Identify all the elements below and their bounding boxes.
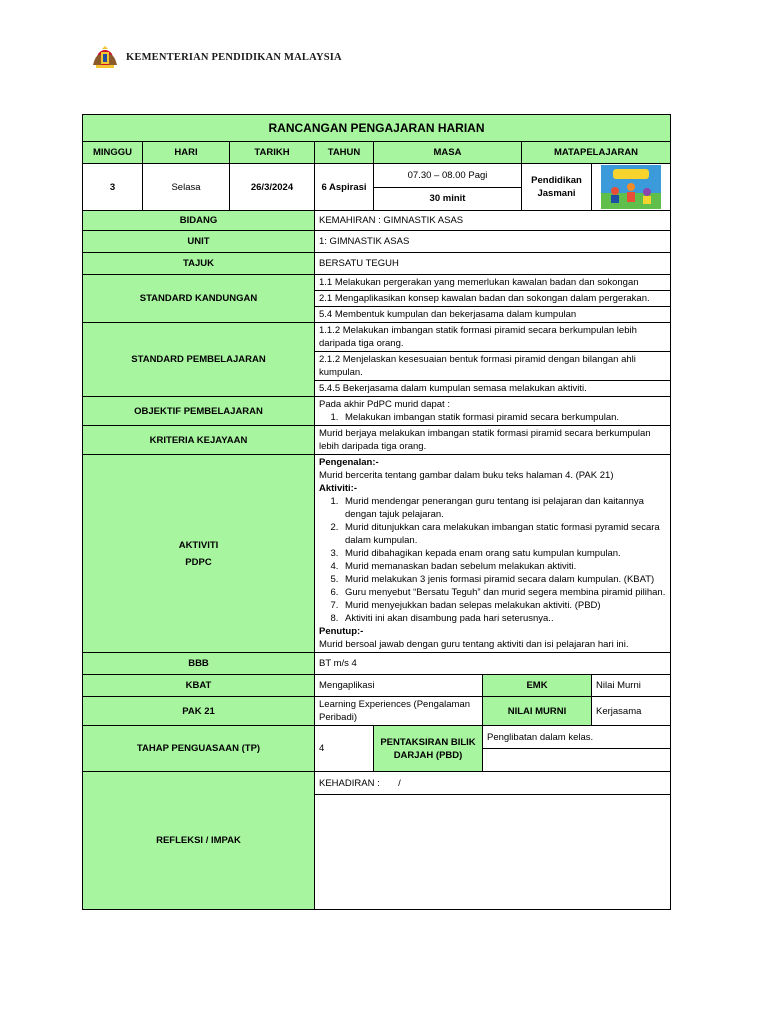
unit-label: UNIT bbox=[83, 231, 315, 253]
kriteria-label: KRITERIA KEJAYAAN bbox=[83, 426, 315, 455]
sp-label: STANDARD PEMBELAJARAN bbox=[83, 323, 315, 397]
masa-cell bbox=[374, 164, 522, 211]
document-title: RANCANGAN PENGAJARAN HARIAN bbox=[83, 115, 671, 142]
lesson-plan-table bbox=[82, 114, 671, 910]
masa-time: 07.30 – 08.00 Pagi bbox=[374, 165, 521, 188]
kehadiran-field: KEHADIRAN : / bbox=[315, 772, 670, 795]
aktiviti-steps bbox=[319, 495, 666, 625]
sk-cell bbox=[315, 275, 671, 323]
pbd-value: Penglibatan dalam kelas. bbox=[483, 726, 670, 749]
hari-value: Selasa bbox=[143, 164, 230, 211]
objektif-cell bbox=[315, 397, 671, 426]
penutup-text: Murid bersoal jawab dengan guru tentang aktiviti dan isi pelajaran hari ini. bbox=[319, 639, 629, 650]
sp-cell bbox=[315, 323, 671, 397]
sk-item: 5.4 Membentuk kumpulan dan bekerjasama dalam kumpulan bbox=[319, 309, 577, 320]
aktiviti-label-2: PDPC bbox=[185, 556, 212, 568]
pbd-cell bbox=[483, 726, 671, 772]
aktiviti-step: 1. Murid mendengar penerangan guru tentang isi pelajaran dan kaitannya dengan tajuk pelajaran. bbox=[341, 495, 666, 521]
bbb-value: BT m/s 4 bbox=[315, 653, 671, 675]
sp-item: 1.1.2 Melakukan imbangan statik formasi piramid secara berkumpulan lebih daripada tiga orang. bbox=[315, 323, 670, 352]
kbat-value: Mengaplikasi bbox=[315, 675, 483, 697]
aktiviti-step: 2. Murid ditunjukkan cara melakukan imbangan static formasi pyramid secara dalam kumpulan. bbox=[341, 521, 666, 547]
header-matapelajaran: MATAPELAJARAN bbox=[522, 142, 671, 164]
aktiviti-cell bbox=[315, 455, 671, 653]
kbat-label: KBAT bbox=[83, 675, 315, 697]
emk-label: EMK bbox=[483, 675, 592, 697]
header-tahun: TAHUN bbox=[315, 142, 374, 164]
ministry-header bbox=[90, 44, 342, 70]
malaysia-coat-of-arms-icon bbox=[90, 45, 120, 69]
aktiviti-label bbox=[83, 455, 315, 653]
objektif-label: OBJEKTIF PEMBELAJARAN bbox=[83, 397, 315, 426]
sp-item: 5.4.5 Bekerjasama dalam kumpulan semasa melakukan aktiviti. bbox=[319, 383, 587, 394]
aktiviti-heading: Aktiviti:- bbox=[319, 483, 357, 494]
refleksi-notes-area bbox=[315, 795, 670, 910]
header-tarikh: TARIKH bbox=[230, 142, 315, 164]
aktiviti-step: 6. Guru menyebut “Bersatu Teguh” dan murid segera membina piramid pilihan. bbox=[341, 586, 666, 599]
pengenalan-text: Murid bercerita tentang gambar dalam buku teks halaman 4. (PAK 21) bbox=[319, 470, 614, 481]
tarikh-value: 26/3/2024 bbox=[230, 164, 315, 211]
aktiviti-step: 7. Murid menyejukkan badan selepas melakukan aktiviti. (PBD) bbox=[341, 599, 666, 612]
objektif-list bbox=[319, 411, 666, 424]
tahun-value: 6 Aspirasi bbox=[315, 164, 374, 211]
aktiviti-step: 3. Murid dibahagikan kepada enam orang satu kumpulan kumpulan. bbox=[341, 547, 666, 560]
pbd-label: PENTAKSIRAN BILIK DARJAH (PBD) bbox=[374, 726, 483, 772]
sp-item: 2.1.2 Menjelaskan kesesuaian bentuk formasi piramid dengan bilangan ahli kumpulan. bbox=[315, 352, 670, 381]
bidang-label: BIDANG bbox=[83, 211, 315, 231]
bidang-value: KEMAHIRAN : GIMNASTIK ASAS bbox=[315, 211, 671, 231]
emk-value: Nilai Murni bbox=[592, 675, 671, 697]
ministry-name: KEMENTERIAN PENDIDIKAN MALAYSIA bbox=[126, 51, 342, 63]
aktiviti-step: 8. Aktiviti ini akan disambung pada hari seterusnya.. bbox=[341, 612, 666, 625]
tajuk-value: BERSATU TEGUH bbox=[315, 253, 671, 275]
textbook-cell bbox=[592, 164, 671, 211]
minggu-value: 3 bbox=[83, 164, 143, 211]
header-masa: MASA bbox=[374, 142, 522, 164]
sk-item: 1.1 Melakukan pergerakan yang memerlukan kawalan badan dan sokongan bbox=[315, 275, 670, 291]
aktiviti-step: 5. Murid melakukan 3 jenis formasi piramid secara dalam kumpulan. (KBAT) bbox=[341, 573, 666, 586]
pak21-value: Learning Experiences (Pengalaman Peribadi) bbox=[315, 697, 483, 726]
pbd-empty bbox=[483, 749, 670, 772]
aktiviti-step: 4. Murid memanaskan badan sebelum melakukan aktiviti. bbox=[341, 560, 666, 573]
bbb-label: BBB bbox=[83, 653, 315, 675]
header-minggu: MINGGU bbox=[83, 142, 143, 164]
sk-label: STANDARD KANDUNGAN bbox=[83, 275, 315, 323]
aktiviti-label-1: AKTIVITI bbox=[178, 539, 219, 551]
refleksi-cell bbox=[315, 772, 671, 910]
subject-line-1: Pendidikan bbox=[531, 175, 582, 186]
objektif-intro: Pada akhir PdPC murid dapat : bbox=[319, 399, 450, 410]
objektif-item: 1. Melakukan imbangan statik formasi piramid secara berkumpulan. bbox=[341, 411, 666, 424]
unit-value: 1: GIMNASTIK ASAS bbox=[315, 231, 671, 253]
textbook-cover-icon bbox=[601, 165, 661, 209]
tajuk-label: TAJUK bbox=[83, 253, 315, 275]
kriteria-value: Murid berjaya melakukan imbangan statik formasi piramid secara berkumpulan lebih daripada tiga orang. bbox=[315, 426, 671, 455]
tahap-value: 4 bbox=[315, 726, 374, 772]
pak21-label: PAK 21 bbox=[83, 697, 315, 726]
pengenalan-heading: Pengenalan:- bbox=[319, 457, 379, 468]
masa-duration: 30 minit bbox=[429, 193, 466, 204]
subject-cell bbox=[522, 164, 592, 211]
penutup-heading: Penutup:- bbox=[319, 626, 364, 637]
tahap-label: TAHAP PENGUASAAN (TP) bbox=[83, 726, 315, 772]
nilai-murni-label: NILAI MURNI bbox=[483, 697, 592, 726]
subject-line-2: Jasmani bbox=[537, 188, 576, 199]
sk-item: 2.1 Mengaplikasikan konsep kawalan badan dan sokongan dalam pergerakan. bbox=[315, 291, 670, 307]
refleksi-label: REFLEKSI / IMPAK bbox=[83, 772, 315, 910]
header-hari: HARI bbox=[143, 142, 230, 164]
nilai-murni-value: Kerjasama bbox=[592, 697, 671, 726]
